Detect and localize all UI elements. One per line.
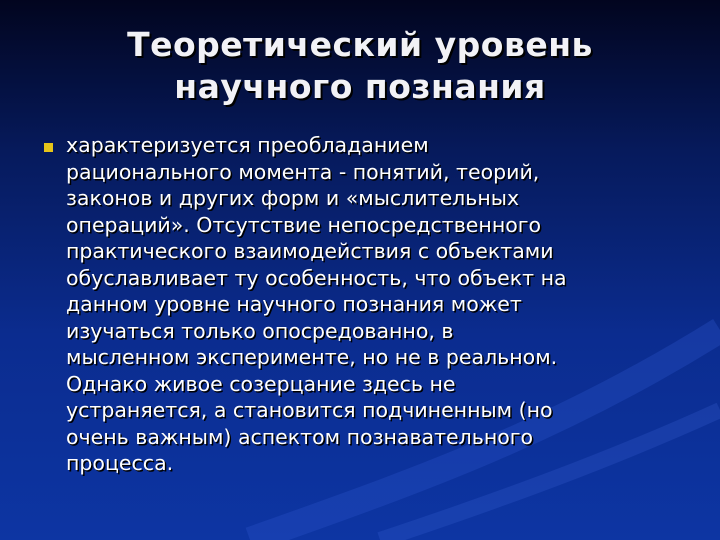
bullet-text-line: характеризуется преобладанием	[66, 133, 429, 157]
bullet-text-line: очень важным) аспектом познавательного	[66, 424, 534, 449]
bullet-text-line: мысленном эксперименте, но не в реальном.	[66, 345, 558, 369]
bullet-text-line: операций». Отсутствие непосредственного	[66, 212, 542, 237]
bullet-text-line: данном уровне научного познания может	[66, 292, 522, 316]
bullet-text	[66, 132, 684, 477]
bullet-text-line: процесса.	[66, 451, 174, 475]
bullet-item	[44, 132, 684, 477]
bullet-text-line: рационального момента - понятий, теорий,	[66, 159, 540, 184]
slide-title-line-1: Теоретический уровень	[127, 25, 593, 64]
slide-title	[0, 24, 720, 108]
slide-title-line-2: научного познания	[174, 67, 546, 106]
bullet-text-line: обуславливает ту особенность, что объект на	[66, 265, 567, 290]
bullet-text-line: практического взаимодействия с объектами	[66, 239, 554, 263]
bullet-text-line: Однако живое созерцание здесь не	[66, 371, 456, 396]
bullet-text-line: устраняется, а становится подчиненным (но	[66, 398, 553, 422]
square-bullet-icon	[44, 143, 53, 152]
bullet-text-line: законов и других форм и «мыслительных	[66, 186, 520, 210]
bullet-text-line: изучаться только опосредованно, в	[66, 318, 454, 343]
